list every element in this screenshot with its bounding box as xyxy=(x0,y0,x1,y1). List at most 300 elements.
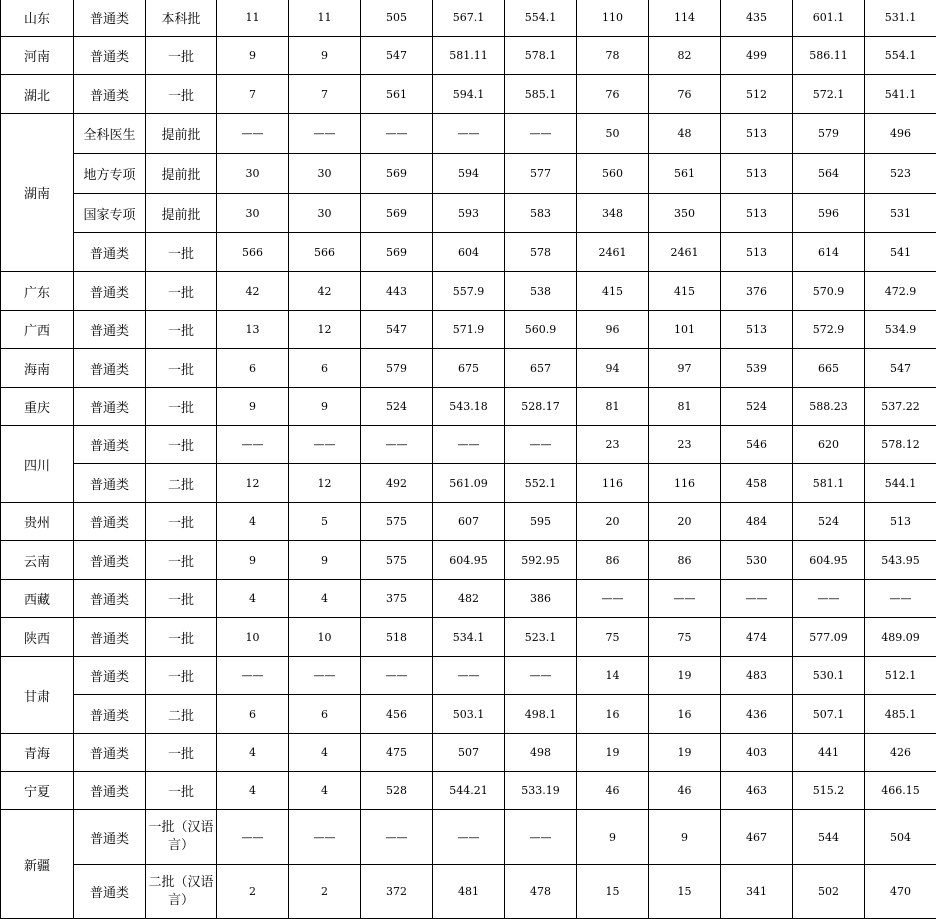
value-cell: —— xyxy=(289,657,361,695)
category-cell: 普通类 xyxy=(74,75,146,114)
value-cell: 554.1 xyxy=(865,37,936,75)
value-cell: 12 xyxy=(217,464,289,503)
value-cell: 581.1 xyxy=(793,464,865,503)
batch-cell: 一批 xyxy=(146,503,217,541)
value-cell: —— xyxy=(361,426,433,464)
category-cell: 普通类 xyxy=(74,580,146,618)
batch-cell: 一批 xyxy=(146,657,217,695)
value-cell: 484 xyxy=(721,503,793,541)
value-cell: 512.1 xyxy=(865,657,936,695)
category-cell: 普通类 xyxy=(74,772,146,810)
value-cell: 82 xyxy=(649,37,721,75)
province-cell: 新疆 xyxy=(1,810,74,919)
value-cell: 531 xyxy=(865,194,936,233)
value-cell: 50 xyxy=(577,114,649,154)
value-cell: 474 xyxy=(721,618,793,657)
batch-cell: 提前批 xyxy=(146,194,217,233)
value-cell: 9 xyxy=(217,541,289,580)
value-cell: 524 xyxy=(793,503,865,541)
value-cell: 594.1 xyxy=(433,75,505,114)
value-cell: 566 xyxy=(217,233,289,272)
value-cell: 547 xyxy=(361,311,433,349)
value-cell: 561 xyxy=(361,75,433,114)
value-cell: 513 xyxy=(721,233,793,272)
batch-cell: 一批 xyxy=(146,233,217,272)
batch-cell: 本科批 xyxy=(146,0,217,37)
value-cell: 564 xyxy=(793,154,865,194)
value-cell: 2461 xyxy=(577,233,649,272)
value-cell: —— xyxy=(361,810,433,865)
value-cell: 586.11 xyxy=(793,37,865,75)
value-cell: 578.1 xyxy=(505,37,577,75)
batch-cell: 一批 xyxy=(146,272,217,311)
value-cell: 7 xyxy=(289,75,361,114)
value-cell: 375 xyxy=(361,580,433,618)
value-cell: 15 xyxy=(577,865,649,919)
value-cell: 572.9 xyxy=(793,311,865,349)
value-cell: 9 xyxy=(217,37,289,75)
table-row xyxy=(1,0,936,37)
value-cell: 515.2 xyxy=(793,772,865,810)
value-cell: 585.1 xyxy=(505,75,577,114)
value-cell: 14 xyxy=(577,657,649,695)
value-cell: 489.09 xyxy=(865,618,936,657)
batch-cell: 一批 xyxy=(146,618,217,657)
value-cell: —— xyxy=(289,426,361,464)
value-cell: 96 xyxy=(577,311,649,349)
value-cell: 16 xyxy=(577,695,649,734)
value-cell: 15 xyxy=(649,865,721,919)
value-cell: 524 xyxy=(721,388,793,426)
value-cell: 604.95 xyxy=(793,541,865,580)
province-cell: 广东 xyxy=(1,272,74,311)
value-cell: 478 xyxy=(505,865,577,919)
table-row xyxy=(1,772,936,810)
value-cell: 539 xyxy=(721,349,793,388)
value-cell: 6 xyxy=(289,695,361,734)
table-row xyxy=(1,272,936,311)
value-cell: 75 xyxy=(649,618,721,657)
batch-cell: 二批 xyxy=(146,695,217,734)
table-row xyxy=(1,75,936,114)
value-cell: 75 xyxy=(577,618,649,657)
value-cell: 544.1 xyxy=(865,464,936,503)
value-cell: 538 xyxy=(505,272,577,311)
batch-cell: 一批 xyxy=(146,37,217,75)
value-cell: 657 xyxy=(505,349,577,388)
value-cell: 6 xyxy=(289,349,361,388)
value-cell: 485.1 xyxy=(865,695,936,734)
value-cell: 543.95 xyxy=(865,541,936,580)
value-cell: 443 xyxy=(361,272,433,311)
value-cell: —— xyxy=(217,657,289,695)
value-cell: 13 xyxy=(217,311,289,349)
value-cell: —— xyxy=(433,657,505,695)
value-cell: 482 xyxy=(433,580,505,618)
value-cell: 2461 xyxy=(649,233,721,272)
batch-cell: 一批 xyxy=(146,426,217,464)
value-cell: 581.11 xyxy=(433,37,505,75)
value-cell: 566 xyxy=(289,233,361,272)
value-cell: 583 xyxy=(505,194,577,233)
category-cell: 普通类 xyxy=(74,233,146,272)
category-cell: 普通类 xyxy=(74,388,146,426)
value-cell: —— xyxy=(433,810,505,865)
table-row xyxy=(1,541,936,580)
category-cell: 普通类 xyxy=(74,37,146,75)
category-cell: 普通类 xyxy=(74,657,146,695)
value-cell: 9 xyxy=(289,541,361,580)
table-row xyxy=(1,865,936,919)
value-cell: 577 xyxy=(505,154,577,194)
value-cell: 578.12 xyxy=(865,426,936,464)
category-cell: 普通类 xyxy=(74,503,146,541)
table-row xyxy=(1,810,936,865)
value-cell: 86 xyxy=(577,541,649,580)
table-row xyxy=(1,695,936,734)
batch-cell: 一批 xyxy=(146,311,217,349)
value-cell: 458 xyxy=(721,464,793,503)
province-cell: 青海 xyxy=(1,734,74,772)
value-cell: 601.1 xyxy=(793,0,865,37)
value-cell: 19 xyxy=(649,734,721,772)
value-cell: 456 xyxy=(361,695,433,734)
value-cell: 20 xyxy=(649,503,721,541)
province-cell: 四川 xyxy=(1,426,74,503)
value-cell: 492 xyxy=(361,464,433,503)
value-cell: 546 xyxy=(721,426,793,464)
province-cell: 重庆 xyxy=(1,388,74,426)
value-cell: 10 xyxy=(289,618,361,657)
batch-cell: 一批（汉语言） xyxy=(146,810,217,865)
value-cell: 575 xyxy=(361,503,433,541)
province-cell: 陕西 xyxy=(1,618,74,657)
value-cell: 537.22 xyxy=(865,388,936,426)
value-cell: 472.9 xyxy=(865,272,936,311)
value-cell: 523.1 xyxy=(505,618,577,657)
value-cell: 541.1 xyxy=(865,75,936,114)
value-cell: 426 xyxy=(865,734,936,772)
value-cell: 513 xyxy=(721,194,793,233)
value-cell: 42 xyxy=(289,272,361,311)
value-cell: 498.1 xyxy=(505,695,577,734)
value-cell: 604 xyxy=(433,233,505,272)
value-cell: 530.1 xyxy=(793,657,865,695)
value-cell: 665 xyxy=(793,349,865,388)
value-cell: 435 xyxy=(721,0,793,37)
category-cell: 全科医生 xyxy=(74,114,146,154)
value-cell: 4 xyxy=(217,580,289,618)
table-row xyxy=(1,580,936,618)
category-cell: 国家专项 xyxy=(74,194,146,233)
value-cell: 4 xyxy=(289,734,361,772)
value-cell: 76 xyxy=(649,75,721,114)
value-cell: 372 xyxy=(361,865,433,919)
value-cell: —— xyxy=(217,426,289,464)
value-cell: 528 xyxy=(361,772,433,810)
province-cell: 海南 xyxy=(1,349,74,388)
value-cell: 588.23 xyxy=(793,388,865,426)
value-cell: —— xyxy=(505,114,577,154)
value-cell: 498 xyxy=(505,734,577,772)
value-cell: 48 xyxy=(649,114,721,154)
value-cell: 11 xyxy=(217,0,289,37)
value-cell: 81 xyxy=(649,388,721,426)
value-cell: 436 xyxy=(721,695,793,734)
value-cell: 513 xyxy=(865,503,936,541)
value-cell: 350 xyxy=(649,194,721,233)
value-cell: 604.95 xyxy=(433,541,505,580)
value-cell: 593 xyxy=(433,194,505,233)
table-row xyxy=(1,311,936,349)
value-cell: 533.19 xyxy=(505,772,577,810)
batch-cell: 一批 xyxy=(146,541,217,580)
value-cell: 554.1 xyxy=(505,0,577,37)
value-cell: 524 xyxy=(361,388,433,426)
value-cell: 507.1 xyxy=(793,695,865,734)
value-cell: 10 xyxy=(217,618,289,657)
value-cell: 523 xyxy=(865,154,936,194)
category-cell: 普通类 xyxy=(74,311,146,349)
value-cell: 6 xyxy=(217,349,289,388)
value-cell: 607 xyxy=(433,503,505,541)
value-cell: 578 xyxy=(505,233,577,272)
value-cell: 547 xyxy=(865,349,936,388)
value-cell: 441 xyxy=(793,734,865,772)
category-cell: 普通类 xyxy=(74,426,146,464)
value-cell: —— xyxy=(289,114,361,154)
value-cell: 81 xyxy=(577,388,649,426)
table-body xyxy=(1,0,936,919)
value-cell: 570.9 xyxy=(793,272,865,311)
value-cell: 110 xyxy=(577,0,649,37)
value-cell: 4 xyxy=(289,772,361,810)
value-cell: 12 xyxy=(289,311,361,349)
table-row xyxy=(1,734,936,772)
value-cell: 483 xyxy=(721,657,793,695)
value-cell: 42 xyxy=(217,272,289,311)
value-cell: —— xyxy=(217,810,289,865)
value-cell: 572.1 xyxy=(793,75,865,114)
table-row xyxy=(1,657,936,695)
value-cell: —— xyxy=(361,114,433,154)
table-row xyxy=(1,233,936,272)
category-cell: 地方专项 xyxy=(74,154,146,194)
value-cell: —— xyxy=(793,580,865,618)
value-cell: 518 xyxy=(361,618,433,657)
value-cell: 5 xyxy=(289,503,361,541)
value-cell: 78 xyxy=(577,37,649,75)
value-cell: 30 xyxy=(217,154,289,194)
value-cell: 97 xyxy=(649,349,721,388)
value-cell: 503.1 xyxy=(433,695,505,734)
value-cell: 19 xyxy=(649,657,721,695)
value-cell: 571.9 xyxy=(433,311,505,349)
category-cell: 普通类 xyxy=(74,541,146,580)
value-cell: 463 xyxy=(721,772,793,810)
value-cell: 12 xyxy=(289,464,361,503)
value-cell: 4 xyxy=(217,503,289,541)
value-cell: 569 xyxy=(361,154,433,194)
value-cell: 534.9 xyxy=(865,311,936,349)
value-cell: 20 xyxy=(577,503,649,541)
batch-cell: 一批 xyxy=(146,349,217,388)
value-cell: 592.95 xyxy=(505,541,577,580)
value-cell: 596 xyxy=(793,194,865,233)
value-cell: 543.18 xyxy=(433,388,505,426)
province-cell: 甘肃 xyxy=(1,657,74,734)
category-cell: 普通类 xyxy=(74,349,146,388)
value-cell: —— xyxy=(289,810,361,865)
category-cell: 普通类 xyxy=(74,0,146,37)
value-cell: 16 xyxy=(649,695,721,734)
value-cell: 9 xyxy=(289,37,361,75)
value-cell: 675 xyxy=(433,349,505,388)
table-row xyxy=(1,194,936,233)
table-row xyxy=(1,114,936,154)
value-cell: 561.09 xyxy=(433,464,505,503)
value-cell: 575 xyxy=(361,541,433,580)
table-row xyxy=(1,154,936,194)
value-cell: 499 xyxy=(721,37,793,75)
value-cell: 466.15 xyxy=(865,772,936,810)
value-cell: 577.09 xyxy=(793,618,865,657)
value-cell: 11 xyxy=(289,0,361,37)
table-row xyxy=(1,464,936,503)
batch-cell: 一批 xyxy=(146,388,217,426)
batch-cell: 二批（汉语言） xyxy=(146,865,217,919)
value-cell: 4 xyxy=(217,734,289,772)
value-cell: 46 xyxy=(649,772,721,810)
value-cell: 46 xyxy=(577,772,649,810)
value-cell: 19 xyxy=(577,734,649,772)
batch-cell: 一批 xyxy=(146,772,217,810)
value-cell: 504 xyxy=(865,810,936,865)
province-cell: 宁夏 xyxy=(1,772,74,810)
value-cell: 2 xyxy=(289,865,361,919)
table-row xyxy=(1,426,936,464)
province-cell: 贵州 xyxy=(1,503,74,541)
value-cell: 561 xyxy=(649,154,721,194)
value-cell: 9 xyxy=(217,388,289,426)
value-cell: 513 xyxy=(721,311,793,349)
category-cell: 普通类 xyxy=(74,695,146,734)
value-cell: 9 xyxy=(577,810,649,865)
province-cell: 湖南 xyxy=(1,114,74,272)
category-cell: 普通类 xyxy=(74,810,146,865)
category-cell: 普通类 xyxy=(74,464,146,503)
value-cell: 114 xyxy=(649,0,721,37)
value-cell: 6 xyxy=(217,695,289,734)
province-cell: 云南 xyxy=(1,541,74,580)
value-cell: 569 xyxy=(361,233,433,272)
value-cell: 341 xyxy=(721,865,793,919)
table-row xyxy=(1,37,936,75)
province-cell: 西藏 xyxy=(1,580,74,618)
value-cell: 620 xyxy=(793,426,865,464)
value-cell: 116 xyxy=(577,464,649,503)
table-row xyxy=(1,388,936,426)
batch-cell: 二批 xyxy=(146,464,217,503)
value-cell: 560.9 xyxy=(505,311,577,349)
value-cell: 481 xyxy=(433,865,505,919)
value-cell: —— xyxy=(721,580,793,618)
value-cell: 512 xyxy=(721,75,793,114)
value-cell: 475 xyxy=(361,734,433,772)
value-cell: 567.1 xyxy=(433,0,505,37)
value-cell: 502 xyxy=(793,865,865,919)
value-cell: 467 xyxy=(721,810,793,865)
category-cell: 普通类 xyxy=(74,865,146,919)
value-cell: 348 xyxy=(577,194,649,233)
value-cell: —— xyxy=(577,580,649,618)
value-cell: 30 xyxy=(289,154,361,194)
value-cell: 534.1 xyxy=(433,618,505,657)
value-cell: 579 xyxy=(361,349,433,388)
value-cell: 507 xyxy=(433,734,505,772)
category-cell: 普通类 xyxy=(74,618,146,657)
value-cell: 513 xyxy=(721,154,793,194)
batch-cell: 提前批 xyxy=(146,154,217,194)
value-cell: 557.9 xyxy=(433,272,505,311)
value-cell: 30 xyxy=(289,194,361,233)
value-cell: 7 xyxy=(217,75,289,114)
value-cell: 76 xyxy=(577,75,649,114)
value-cell: 2 xyxy=(217,865,289,919)
value-cell: 594 xyxy=(433,154,505,194)
value-cell: 544.21 xyxy=(433,772,505,810)
value-cell: 496 xyxy=(865,114,936,154)
table-row xyxy=(1,503,936,541)
province-cell: 广西 xyxy=(1,311,74,349)
value-cell: 569 xyxy=(361,194,433,233)
value-cell: —— xyxy=(433,114,505,154)
value-cell: 415 xyxy=(577,272,649,311)
value-cell: 579 xyxy=(793,114,865,154)
value-cell: 386 xyxy=(505,580,577,618)
province-cell: 湖北 xyxy=(1,75,74,114)
value-cell: 23 xyxy=(649,426,721,464)
value-cell: 530 xyxy=(721,541,793,580)
value-cell: 560 xyxy=(577,154,649,194)
value-cell: 595 xyxy=(505,503,577,541)
value-cell: 23 xyxy=(577,426,649,464)
value-cell: 505 xyxy=(361,0,433,37)
value-cell: 4 xyxy=(289,580,361,618)
value-cell: 544 xyxy=(793,810,865,865)
value-cell: 528.17 xyxy=(505,388,577,426)
batch-cell: 一批 xyxy=(146,734,217,772)
value-cell: 9 xyxy=(289,388,361,426)
value-cell: —— xyxy=(505,657,577,695)
value-cell: 403 xyxy=(721,734,793,772)
value-cell: 614 xyxy=(793,233,865,272)
value-cell: 94 xyxy=(577,349,649,388)
province-cell: 河南 xyxy=(1,37,74,75)
value-cell: —— xyxy=(865,580,936,618)
value-cell: —— xyxy=(505,426,577,464)
value-cell: 4 xyxy=(217,772,289,810)
value-cell: 541 xyxy=(865,233,936,272)
category-cell: 普通类 xyxy=(74,272,146,311)
value-cell: 470 xyxy=(865,865,936,919)
table-row xyxy=(1,618,936,657)
value-cell: 376 xyxy=(721,272,793,311)
category-cell: 普通类 xyxy=(74,734,146,772)
value-cell: 547 xyxy=(361,37,433,75)
value-cell: —— xyxy=(433,426,505,464)
value-cell: 513 xyxy=(721,114,793,154)
